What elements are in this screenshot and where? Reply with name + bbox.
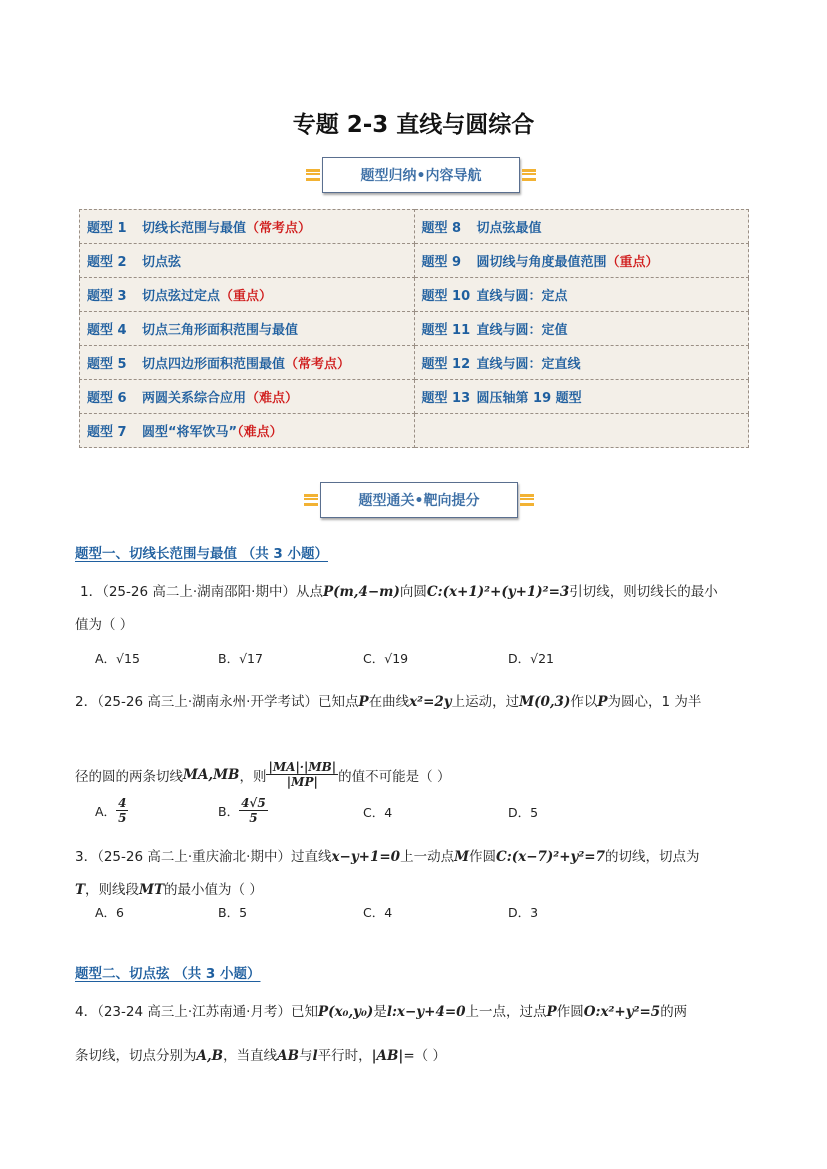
math: O:x²+y²=5 [583,1004,661,1020]
nav-item[interactable] [80,312,415,346]
nav-item-number: 题型 10 [421,289,471,304]
nav-item-title: 切点弦过定点 [142,289,221,304]
nav-item-title: 两圆关系综合应用 [142,391,247,406]
nav-item-number: 题型 4 [87,323,127,338]
nav-item[interactable] [80,414,415,448]
q1-text: 引切线，则切线长的最小 [569,584,718,600]
math: C:(x+1)²+(y+1)²=3 [426,584,570,600]
nav-item-tag: （难点） [246,391,299,406]
fraction [239,796,268,825]
q1-option-d[interactable]: D．√21 [508,651,554,666]
nav-item-title: 切点三角形面积范围与最值 [142,323,299,338]
math: P(m,4−m) [322,584,400,600]
nav-item[interactable] [414,278,749,312]
q4-text: 与 [298,1048,313,1064]
nav-row [80,380,749,414]
math: P [546,1004,557,1020]
q1-option-a[interactable]: A．√15 [95,651,140,666]
nav-item-number: 题型 7 [87,425,127,440]
nav-item-title: 切点四边形面积范围最值 [142,357,286,372]
denominator: 5 [249,811,258,825]
topic-nav-table [79,209,749,448]
nav-item-tag: （常考点） [246,221,312,236]
banner-decoration-icon [520,494,534,506]
nav-row [80,414,749,448]
nav-item[interactable] [80,380,415,414]
q2-option-d[interactable]: D．5 [508,805,539,820]
denominator: 5 [118,811,127,825]
section-heading-2: 题型二、切点弦 （共 3 小题） [75,966,261,982]
q2-text: ，则 [239,768,267,785]
nav-item-number: 题型 11 [421,323,471,338]
nav-item-tag: （难点） [237,425,283,440]
q3-line2 [75,878,263,898]
nav-item[interactable] [414,210,749,244]
math: C:(x−7)²+y²=7 [496,849,605,865]
nav-item[interactable] [414,346,749,380]
nav-item-number: 题型 2 [87,255,127,270]
nav-item-title: 直线与圆：定值 [476,323,568,338]
math: AB [277,1048,299,1064]
nav-item[interactable] [414,244,749,278]
q1-line2: 值为（ ） [75,617,134,633]
nav-item-title: 圆压轴第 19 题型 [476,391,582,406]
math: l:x−y+4=0 [386,1004,466,1020]
numerator: |MA|·|MB| [268,760,337,774]
q4-text: 是 [373,1004,387,1020]
q3-option-a[interactable]: A．6 [95,905,125,920]
nav-item[interactable] [80,244,415,278]
nav-item-number: 题型 6 [87,391,127,406]
numerator: 4 [118,796,127,810]
q1-text: 1．（25-26 高二上·湖南邵阳·期中）从点 [80,584,323,600]
question-2 [75,690,701,710]
banner-label: 题型归纳•内容导航 [322,157,520,193]
q2-text: 的值不可能是（ ） [338,768,451,785]
q3-text: 的切线，切点为 [604,849,700,865]
q3-text: 的最小值为（ ） [164,882,263,898]
nav-item-number: 题型 8 [421,221,462,236]
math: P(x₀,y₀) [317,1004,374,1020]
math: A,B [196,1048,224,1064]
nav-item[interactable] [80,210,415,244]
nav-item-tag: （重点） [606,255,659,270]
nav-item[interactable] [80,346,415,380]
q4-text: 条切线，切点分别为 [75,1048,197,1064]
nav-row [80,312,749,346]
q1-option-c[interactable]: C．√19 [363,651,409,666]
q4-text: =（ ） [403,1048,446,1064]
question-4 [75,1000,687,1020]
q2-text: 作以 [570,694,598,710]
q3-text: 上一动点 [400,849,455,865]
q2-text: 为圆心，1 为半 [607,694,702,710]
q2-option-c[interactable]: C．4 [363,805,393,820]
nav-item-title: 切点弦最值 [476,221,542,236]
math: MT [139,882,165,898]
q4-text: 平行时， [317,1048,372,1064]
denominator: |MP| [286,775,318,789]
q4-text: 的两 [660,1004,688,1020]
q2-option-a[interactable] [95,796,128,825]
nav-item-number: 题型 1 [87,221,127,236]
nav-item[interactable] [414,312,749,346]
math: x²=2y [409,694,452,710]
nav-row [80,346,749,380]
q2-option-b[interactable] [218,796,268,825]
math: l [312,1048,318,1064]
math: |AB| [371,1048,404,1064]
nav-row [80,210,749,244]
q2-line2 [75,760,450,789]
fraction [266,760,338,789]
option-label: A． [95,803,117,819]
nav-item-title: 圆型“将军饮马” [142,425,238,440]
q2-text: 上运动，过 [451,694,520,710]
q1-option-b[interactable]: B．√17 [218,651,263,666]
practice-banner [304,482,534,518]
nav-item-tag: （重点） [220,289,273,304]
banner-decoration-icon [306,169,320,181]
nav-empty-cell [414,414,749,448]
nav-row [80,244,749,278]
q3-text: 作圆 [469,849,497,865]
q3-option-b[interactable]: B．5 [218,905,248,920]
nav-row [80,278,749,312]
nav-item-number: 题型 13 [421,391,471,406]
nav-item-title: 切点弦 [142,255,182,270]
q4-text: ，当直线 [223,1048,278,1064]
nav-item-tag: （常考点） [285,357,351,372]
q3-option-c[interactable]: C．4 [363,905,393,920]
nav-item[interactable] [80,278,415,312]
nav-item-title: 直线与圆：定点 [476,289,568,304]
q4-text: 作圆 [556,1004,584,1020]
nav-item-number: 题型 9 [421,255,462,270]
q4-text: 4．（23-24 高三上·江苏南通·月考）已知 [75,1004,318,1020]
math: M(0,3) [519,694,571,710]
q4-text: 上一点，过点 [465,1004,547,1020]
math: P [358,694,369,710]
nav-item-title: 直线与圆：定直线 [476,357,581,372]
math: P [597,694,608,710]
question-1 [80,580,718,600]
q3-text: 3．（25-26 高二上·重庆渝北·期中）过直线 [75,849,332,865]
math: M [454,849,470,865]
fraction [116,796,128,825]
nav-item-title: 圆切线与角度最值范围 [476,255,607,270]
q3-option-d[interactable]: D．3 [508,905,539,920]
q1-text: 向圆 [399,584,427,600]
math: T [75,882,86,898]
nav-item-number: 题型 5 [87,357,127,372]
nav-banner [306,157,536,193]
q2-text: 径的圆的两条切线 [75,768,183,785]
option-label: B． [218,803,240,819]
banner-decoration-icon [304,494,318,506]
math: x−y+1=0 [331,849,401,865]
q2-text: 在曲线 [368,694,410,710]
nav-item[interactable] [414,380,749,414]
section-heading-1: 题型一、切线长范围与最值 （共 3 小题） [75,546,328,562]
banner-label: 题型通关•靶向提分 [320,482,518,518]
nav-item-number: 题型 3 [87,289,127,304]
nav-item-number: 题型 12 [421,357,471,372]
q2-text: 2．（25-26 高三上·湖南永州·开学考试）已知点 [75,694,359,710]
page-title: 专题 2-3 直线与圆综合 [292,112,535,138]
banner-decoration-icon [522,169,536,181]
q3-text: ，则线段 [85,882,140,898]
q4-line2 [75,1044,446,1064]
numerator: 4√5 [241,796,266,810]
nav-item-title: 切线长范围与最值 [142,221,247,236]
question-3 [75,845,699,865]
math: MA,MB [183,766,240,783]
